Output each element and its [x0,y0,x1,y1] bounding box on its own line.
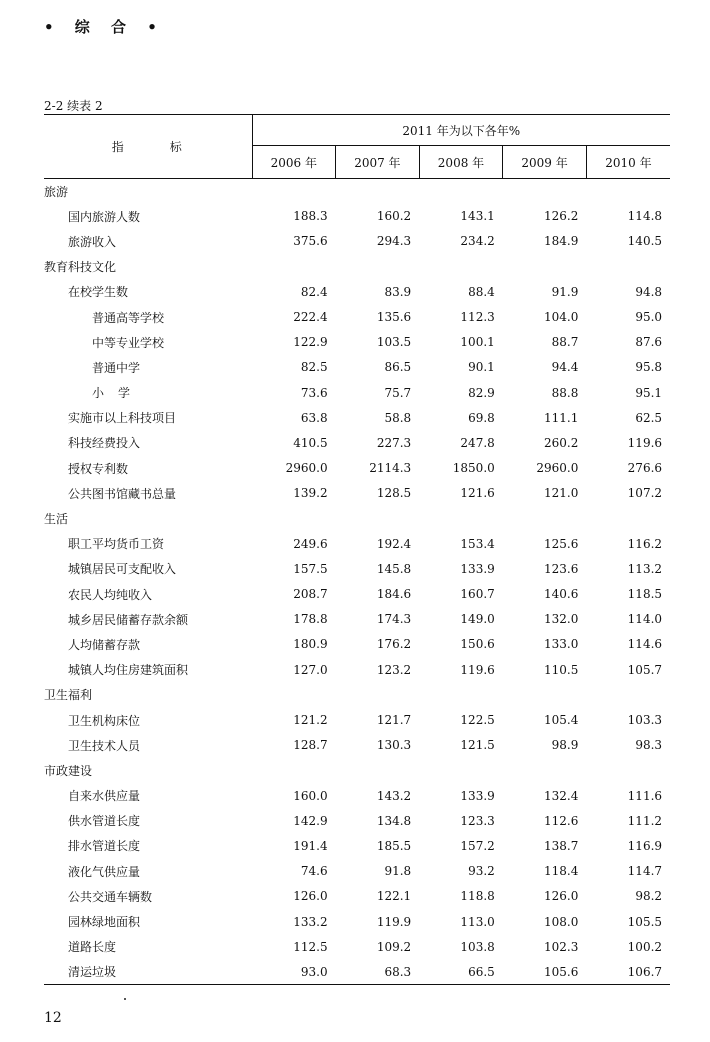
value-cell: 126.0 [544,889,579,904]
value-cell: 118.5 [627,587,663,602]
value-cell: 112.3 [460,310,495,325]
table-row [44,279,670,304]
value-cell: 103.5 [376,335,412,350]
value-cell: 157.5 [293,561,328,576]
table-row [44,456,670,481]
value-cell: 105.6 [544,964,579,979]
indicator-label: 旅游收入 [68,234,117,249]
value-cell: 143.1 [460,209,495,224]
value-cell: 86.5 [384,360,412,375]
value-cell: 95.8 [635,360,663,375]
value-cell: 100.2 [627,939,663,954]
value-cell [336,254,420,279]
indicator-label: 道路长度 [68,940,117,955]
value-cell: 95.0 [635,310,663,325]
value-cell: 122.5 [460,713,495,728]
indicator-header-part-1: 指 [111,140,126,154]
statistics-table [44,114,670,985]
value-cell: 134.8 [376,813,412,828]
value-cell: 112.6 [544,813,579,828]
value-cell: 375.6 [293,234,328,249]
value-cell: 227.3 [376,435,412,450]
value-cell: 58.8 [384,410,412,425]
indicator-label: 职工平均货币工资 [68,537,165,552]
value-cell: 2114.3 [369,461,412,476]
value-cell: 106.7 [627,964,663,979]
value-cell [252,506,336,531]
year-column-header: 2006 年 [270,155,317,170]
value-cell: 103.8 [460,939,495,954]
table-row [44,783,670,808]
value-cell: 102.3 [544,939,579,954]
value-cell: 126.2 [544,209,579,224]
value-cell: 105.7 [627,662,663,677]
year-column-header: 2008 年 [419,146,503,179]
value-cell: 140.5 [627,234,663,249]
value-cell: 121.6 [460,486,495,501]
value-cell [419,179,503,204]
indicator-label: 供水管道长度 [68,814,141,829]
value-cell: 98.2 [635,889,663,904]
value-cell: 130.3 [376,738,412,753]
value-cell [586,179,670,204]
value-cell: 123.2 [376,662,412,677]
indicator-label: 自来水供应量 [68,789,141,804]
value-cell: 119.6 [460,662,495,677]
table-section-row [44,758,670,783]
value-cell [252,179,336,204]
indicator-column-header [44,115,252,179]
section-label: 卫生福利 [44,688,93,703]
indicator-label: 园林绿地面积 [68,915,141,930]
value-cell [419,506,503,531]
table-caption: 2-2 续表 2 [44,99,103,113]
page-number: 12 [44,1010,62,1026]
value-cell: 114.7 [627,864,663,879]
table-row [44,229,670,254]
value-cell: 116.2 [627,536,663,551]
value-cell: 110.5 [544,662,579,677]
indicator-label: 人均储蓄存款 [68,637,141,652]
value-cell: 91.8 [384,864,412,879]
indicator-label: 普通中学 [92,360,141,375]
table-row [44,607,670,632]
value-cell: 90.1 [468,360,495,375]
table-section-row [44,179,670,204]
value-cell: 1850.0 [452,461,495,476]
value-cell: 109.2 [376,939,412,954]
value-cell [503,254,587,279]
indicator-label: 授权专利数 [68,461,129,476]
value-cell: 121.5 [460,738,495,753]
table-body [44,179,670,985]
value-cell: 192.4 [376,536,412,551]
year-column-header: 2007 年 [336,146,420,179]
value-cell: 93.2 [468,864,495,879]
value-cell: 160.2 [376,209,412,224]
indicator-label: 液化气供应量 [68,864,141,879]
value-cell [252,758,336,783]
scan-dot-mark [124,998,126,1000]
indicator-label: 卫生技术人员 [68,738,141,753]
value-cell: 98.9 [551,738,579,753]
value-cell: 145.8 [376,561,412,576]
value-cell [503,682,587,707]
table-row [44,859,670,884]
value-cell: 123.3 [460,813,495,828]
value-cell [252,682,336,707]
value-cell: 123.6 [544,561,579,576]
indicator-label: 排水管道长度 [68,839,141,854]
value-cell [586,506,670,531]
value-cell: 208.7 [293,587,328,602]
indicator-label: 城乡居民储蓄存款余额 [68,612,189,627]
value-cell [336,179,420,204]
value-cell [419,254,503,279]
table-header [44,115,670,179]
value-cell: 133.2 [293,914,328,929]
value-cell: 111.1 [544,410,579,425]
value-cell: 138.7 [544,838,579,853]
value-cell: 122.9 [293,335,328,350]
value-cell: 82.5 [300,360,328,375]
indicator-label: 卫生机构床位 [68,713,141,728]
value-cell: 121.0 [544,486,579,501]
year-group-header: 2011 年为以下各年% [252,115,670,146]
value-cell: 135.6 [376,310,412,325]
value-cell: 119.9 [376,914,412,929]
value-cell: 88.8 [551,385,579,400]
value-cell: 121.2 [293,713,328,728]
running-head: • 综 合 • [44,18,165,36]
value-cell: 82.9 [468,385,495,400]
value-cell: 153.4 [460,536,495,551]
table-row [44,733,670,758]
value-cell [419,758,503,783]
indicator-label: 公共图书馆藏书总量 [68,486,177,501]
table-row [44,909,670,934]
value-cell [336,758,420,783]
value-cell: 178.8 [293,612,328,627]
table-row [44,959,670,984]
value-cell: 249.6 [293,536,328,551]
value-cell [336,506,420,531]
value-cell: 157.2 [460,838,495,853]
indicator-label: 小学 [92,386,145,401]
indicator-label: 农民人均纯收入 [68,587,153,602]
value-cell [252,254,336,279]
statistics-table-container [44,114,670,985]
value-cell: 176.2 [376,637,412,652]
value-cell: 116.9 [627,838,663,853]
value-cell: 127.0 [293,662,328,677]
value-cell: 140.6 [544,587,579,602]
value-cell [586,758,670,783]
value-cell [503,758,587,783]
table-row [44,556,670,581]
table-row [44,304,670,329]
value-cell: 191.4 [293,838,328,853]
value-cell: 105.5 [627,914,663,929]
value-cell: 95.1 [635,385,663,400]
value-cell [336,682,420,707]
value-cell: 91.9 [551,284,579,299]
value-cell: 174.3 [376,612,412,627]
value-cell: 132.4 [544,788,579,803]
indicator-label: 普通高等学校 [92,310,165,325]
table-row [44,204,670,229]
value-cell: 113.2 [627,561,663,576]
value-cell: 114.6 [627,637,663,652]
indicator-header-part-2: 标 [169,140,184,154]
value-cell: 143.2 [376,788,412,803]
value-cell: 126.0 [293,889,328,904]
indicator-label: 国内旅游人数 [68,209,141,224]
value-cell: 180.9 [293,637,328,652]
table-row [44,707,670,732]
value-cell: 142.9 [293,813,328,828]
value-cell: 105.4 [544,713,579,728]
year-column-header: 2010 年 [586,146,670,179]
value-cell: 184.6 [376,587,412,602]
section-label: 生活 [44,512,69,527]
value-cell: 66.5 [468,964,495,979]
value-cell [586,254,670,279]
value-cell: 260.2 [544,435,579,450]
indicator-label: 中等专业学校 [92,335,165,350]
value-cell: 234.2 [460,234,495,249]
value-cell: 83.9 [384,284,412,299]
table-row [44,355,670,380]
section-label: 旅游 [44,184,69,199]
value-cell: 119.6 [627,435,663,450]
value-cell: 188.3 [293,209,328,224]
table-section-row [44,506,670,531]
value-cell: 94.4 [551,360,579,375]
value-cell: 108.0 [544,914,579,929]
value-cell: 133.9 [460,561,495,576]
value-cell: 276.6 [627,461,663,476]
table-row [44,884,670,909]
section-label: 教育科技文化 [44,260,117,275]
value-cell: 100.1 [460,335,495,350]
table-section-row [44,254,670,279]
value-cell: 132.0 [544,612,579,627]
indicator-label: 科技经费投入 [68,436,141,451]
table-row [44,330,670,355]
table-row [44,582,670,607]
value-cell: 2960.0 [285,461,328,476]
value-cell: 222.4 [293,310,328,325]
value-cell: 294.3 [376,234,412,249]
value-cell: 121.7 [376,713,412,728]
table-row [44,632,670,657]
value-cell: 150.6 [460,637,495,652]
table-row [44,380,670,405]
value-cell: 73.6 [300,385,328,400]
value-cell: 160.0 [293,788,328,803]
value-cell: 2960.0 [536,461,579,476]
value-cell: 125.6 [544,536,579,551]
value-cell: 69.8 [468,410,495,425]
value-cell: 185.5 [376,838,412,853]
value-cell: 247.8 [460,435,495,450]
value-cell: 74.6 [300,864,328,879]
value-cell [419,682,503,707]
value-cell: 82.4 [300,284,328,299]
value-cell: 88.7 [551,335,579,350]
table-row [44,405,670,430]
value-cell: 184.9 [544,234,579,249]
value-cell: 63.8 [300,410,328,425]
value-cell: 128.7 [293,738,328,753]
value-cell: 93.0 [300,964,328,979]
value-cell: 107.2 [627,486,663,501]
value-cell: 112.5 [293,939,328,954]
value-cell: 118.8 [460,889,495,904]
value-cell: 98.3 [635,738,663,753]
indicator-label: 城镇居民可支配收入 [68,562,177,577]
indicator-label: 实施市以上科技项目 [68,411,177,426]
value-cell: 75.7 [384,385,412,400]
table-row [44,481,670,506]
table-row [44,430,670,455]
table-row [44,808,670,833]
value-cell [503,179,587,204]
table-row [44,657,670,682]
value-cell: 62.5 [635,410,663,425]
value-cell: 111.6 [627,788,663,803]
value-cell [586,682,670,707]
value-cell: 88.4 [468,284,495,299]
value-cell: 114.0 [627,612,663,627]
value-cell: 87.6 [635,335,663,350]
table-row [44,934,670,959]
table-row [44,531,670,556]
indicator-label: 城镇人均住房建筑面积 [68,663,189,678]
value-cell: 139.2 [293,486,328,501]
value-cell: 133.9 [460,788,495,803]
value-cell: 410.5 [293,435,328,450]
indicator-label: 公共交通车辆数 [68,889,153,904]
value-cell: 94.8 [635,284,663,299]
value-cell [503,506,587,531]
value-cell: 149.0 [460,612,495,627]
value-cell: 160.7 [460,587,495,602]
section-label: 市政建设 [44,763,93,778]
value-cell: 118.4 [544,864,579,879]
value-cell: 122.1 [376,889,412,904]
value-cell: 68.3 [384,964,412,979]
value-cell: 113.0 [460,914,495,929]
value-cell: 114.8 [627,209,663,224]
value-cell: 111.2 [627,813,663,828]
table-section-row [44,682,670,707]
year-column-header: 2009 年 [503,146,587,179]
table-row [44,833,670,858]
value-cell: 104.0 [544,310,579,325]
indicator-label: 在校学生数 [68,285,129,300]
value-cell: 133.0 [544,637,579,652]
value-cell: 103.3 [627,713,663,728]
value-cell: 128.5 [376,486,412,501]
indicator-label: 清运垃圾 [68,965,117,980]
